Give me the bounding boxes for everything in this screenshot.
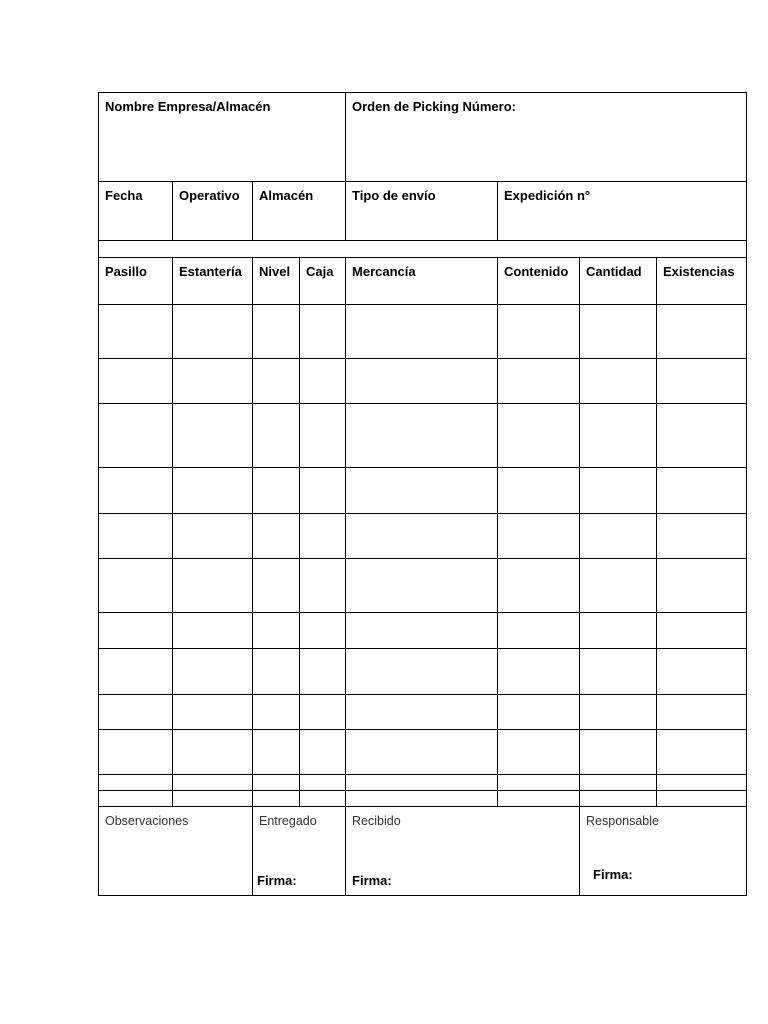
- tipo-envio-cell[interactable]: [346, 182, 498, 241]
- column-header: [580, 258, 657, 305]
- table-cell[interactable]: [300, 559, 346, 613]
- recibido-label: Recibido: [352, 814, 401, 828]
- almacen-label: Almacén: [259, 188, 314, 203]
- table-cell[interactable]: [657, 404, 747, 468]
- column-header: [253, 258, 300, 305]
- col-estanteria: Estantería: [179, 264, 242, 279]
- table-row: [99, 514, 747, 559]
- table-cell[interactable]: [346, 730, 498, 775]
- table-cell[interactable]: [173, 775, 253, 791]
- order-number-cell[interactable]: [346, 93, 747, 182]
- observaciones-cell[interactable]: [99, 807, 253, 896]
- responsable-cell[interactable]: [580, 807, 747, 896]
- fecha-label: Fecha: [105, 188, 143, 203]
- col-caja: Caja: [306, 264, 334, 279]
- spacer-row: [99, 241, 747, 258]
- table-cell[interactable]: [99, 559, 173, 613]
- table-cell[interactable]: [580, 305, 657, 359]
- table-cell[interactable]: [498, 559, 580, 613]
- table-cell[interactable]: [300, 791, 346, 807]
- table-cell[interactable]: [346, 514, 498, 559]
- table-cell[interactable]: [346, 775, 498, 791]
- table-row: [99, 404, 747, 468]
- table-cell[interactable]: [580, 695, 657, 730]
- table-cell[interactable]: [173, 559, 253, 613]
- table-cell[interactable]: [300, 730, 346, 775]
- column-header: [99, 258, 173, 305]
- column-header: [498, 258, 580, 305]
- responsable-firma-label: Firma:: [593, 867, 633, 882]
- table-cell[interactable]: [657, 730, 747, 775]
- recibido-firma-label: Firma:: [352, 873, 392, 888]
- table-cell[interactable]: [498, 791, 580, 807]
- table-cell[interactable]: [253, 791, 300, 807]
- table-cell[interactable]: [346, 791, 498, 807]
- table-cell[interactable]: [99, 468, 173, 514]
- table-cell[interactable]: [300, 468, 346, 514]
- col-existencias: Existencias: [663, 264, 735, 279]
- table-cell[interactable]: [173, 695, 253, 730]
- table-row: [99, 559, 747, 613]
- table-cell[interactable]: [580, 775, 657, 791]
- picking-order-form: [98, 92, 746, 896]
- order-number-label: Orden de Picking Número:: [352, 99, 516, 114]
- table-cell[interactable]: [173, 468, 253, 514]
- table-cell[interactable]: [99, 649, 173, 695]
- table-cell[interactable]: [657, 613, 747, 649]
- table-row: [99, 791, 747, 807]
- table-cell[interactable]: [657, 514, 747, 559]
- table-cell[interactable]: [498, 359, 580, 404]
- expedicion-cell[interactable]: [498, 182, 747, 241]
- table-cell[interactable]: [498, 468, 580, 514]
- table-cell[interactable]: [253, 305, 300, 359]
- table-cell[interactable]: [346, 404, 498, 468]
- table-cell[interactable]: [173, 649, 253, 695]
- responsable-label: Responsable: [586, 814, 659, 828]
- almacen-cell[interactable]: [253, 182, 346, 241]
- table-cell[interactable]: [253, 613, 300, 649]
- table-row: [99, 305, 747, 359]
- table-cell[interactable]: [657, 559, 747, 613]
- picking-table: [98, 92, 747, 896]
- table-cell[interactable]: [253, 775, 300, 791]
- table-cell[interactable]: [346, 359, 498, 404]
- table-cell[interactable]: [346, 649, 498, 695]
- table-cell[interactable]: [580, 730, 657, 775]
- table-cell[interactable]: [580, 613, 657, 649]
- table-row: [99, 695, 747, 730]
- table-cell[interactable]: [173, 305, 253, 359]
- company-cell[interactable]: [99, 93, 346, 182]
- table-cell[interactable]: [173, 514, 253, 559]
- column-header: [300, 258, 346, 305]
- table-cell[interactable]: [300, 305, 346, 359]
- table-row: [99, 613, 747, 649]
- table-cell[interactable]: [173, 730, 253, 775]
- table-cell[interactable]: [498, 730, 580, 775]
- table-cell[interactable]: [498, 775, 580, 791]
- observaciones-label: Observaciones: [105, 814, 189, 828]
- expedicion-label: Expedición n°: [504, 188, 591, 203]
- table-cell[interactable]: [657, 695, 747, 730]
- table-cell[interactable]: [253, 359, 300, 404]
- table-cell[interactable]: [99, 775, 173, 791]
- table-cell[interactable]: [173, 613, 253, 649]
- table-cell[interactable]: [657, 775, 747, 791]
- operativo-cell[interactable]: [173, 182, 253, 241]
- table-cell[interactable]: [657, 649, 747, 695]
- fecha-cell[interactable]: [99, 182, 173, 241]
- table-row: [99, 649, 747, 695]
- table-cell[interactable]: [99, 730, 173, 775]
- table-row: [99, 730, 747, 775]
- column-header: [657, 258, 747, 305]
- table-cell[interactable]: [99, 791, 173, 807]
- table-cell[interactable]: [173, 359, 253, 404]
- table-cell[interactable]: [300, 514, 346, 559]
- table-cell[interactable]: [300, 695, 346, 730]
- table-cell[interactable]: [580, 514, 657, 559]
- table-cell[interactable]: [498, 514, 580, 559]
- table-cell[interactable]: [657, 468, 747, 514]
- table-cell[interactable]: [253, 695, 300, 730]
- company-label: Nombre Empresa/Almacén: [105, 99, 271, 114]
- col-contenido: Contenido: [504, 264, 569, 279]
- operativo-label: Operativo: [179, 188, 240, 203]
- table-cell[interactable]: [253, 404, 300, 468]
- table-cell[interactable]: [346, 613, 498, 649]
- table-cell[interactable]: [300, 359, 346, 404]
- column-header: [173, 258, 253, 305]
- table-cell[interactable]: [498, 649, 580, 695]
- table-cell[interactable]: [657, 305, 747, 359]
- table-row: [99, 468, 747, 514]
- table-cell[interactable]: [657, 359, 747, 404]
- table-cell[interactable]: [99, 404, 173, 468]
- table-cell[interactable]: [580, 649, 657, 695]
- table-cell[interactable]: [99, 695, 173, 730]
- table-cell[interactable]: [99, 514, 173, 559]
- col-mercancia: Mercancía: [352, 264, 416, 279]
- entregado-label: Entregado: [259, 814, 317, 828]
- table-cell[interactable]: [580, 404, 657, 468]
- table-cell[interactable]: [498, 404, 580, 468]
- table-cell[interactable]: [498, 613, 580, 649]
- table-cell[interactable]: [346, 305, 498, 359]
- col-pasillo: Pasillo: [105, 264, 147, 279]
- tipo-envio-label: Tipo de envío: [352, 188, 436, 203]
- table-cell[interactable]: [300, 775, 346, 791]
- table-cell[interactable]: [173, 404, 253, 468]
- table-cell[interactable]: [300, 404, 346, 468]
- table-cell[interactable]: [253, 559, 300, 613]
- table-cell[interactable]: [253, 514, 300, 559]
- header-row: [99, 93, 747, 182]
- table-cell[interactable]: [498, 305, 580, 359]
- col-nivel: Nivel: [259, 264, 291, 279]
- table-row: [99, 775, 747, 791]
- table-cell[interactable]: [173, 791, 253, 807]
- recibido-cell[interactable]: [346, 807, 580, 896]
- table-cell[interactable]: [346, 468, 498, 514]
- footer-row: [99, 807, 747, 896]
- table-cell[interactable]: [346, 559, 498, 613]
- table-cell[interactable]: [99, 613, 173, 649]
- entregado-firma-label: Firma:: [257, 873, 297, 888]
- column-header: [346, 258, 498, 305]
- column-header-row: [99, 258, 747, 305]
- table-cell[interactable]: [253, 468, 300, 514]
- table-cell[interactable]: [580, 359, 657, 404]
- table-cell[interactable]: [580, 468, 657, 514]
- table-cell[interactable]: [300, 613, 346, 649]
- table-cell[interactable]: [657, 791, 747, 807]
- col-cantidad: Cantidad: [586, 264, 642, 279]
- table-cell[interactable]: [580, 791, 657, 807]
- table-cell[interactable]: [99, 359, 173, 404]
- table-cell[interactable]: [253, 730, 300, 775]
- entregado-cell[interactable]: [253, 807, 346, 896]
- table-cell[interactable]: [300, 649, 346, 695]
- info-row: [99, 182, 747, 241]
- table-cell[interactable]: [580, 559, 657, 613]
- table-row: [99, 359, 747, 404]
- table-cell[interactable]: [498, 695, 580, 730]
- table-cell[interactable]: [99, 305, 173, 359]
- table-cell[interactable]: [253, 649, 300, 695]
- table-cell[interactable]: [346, 695, 498, 730]
